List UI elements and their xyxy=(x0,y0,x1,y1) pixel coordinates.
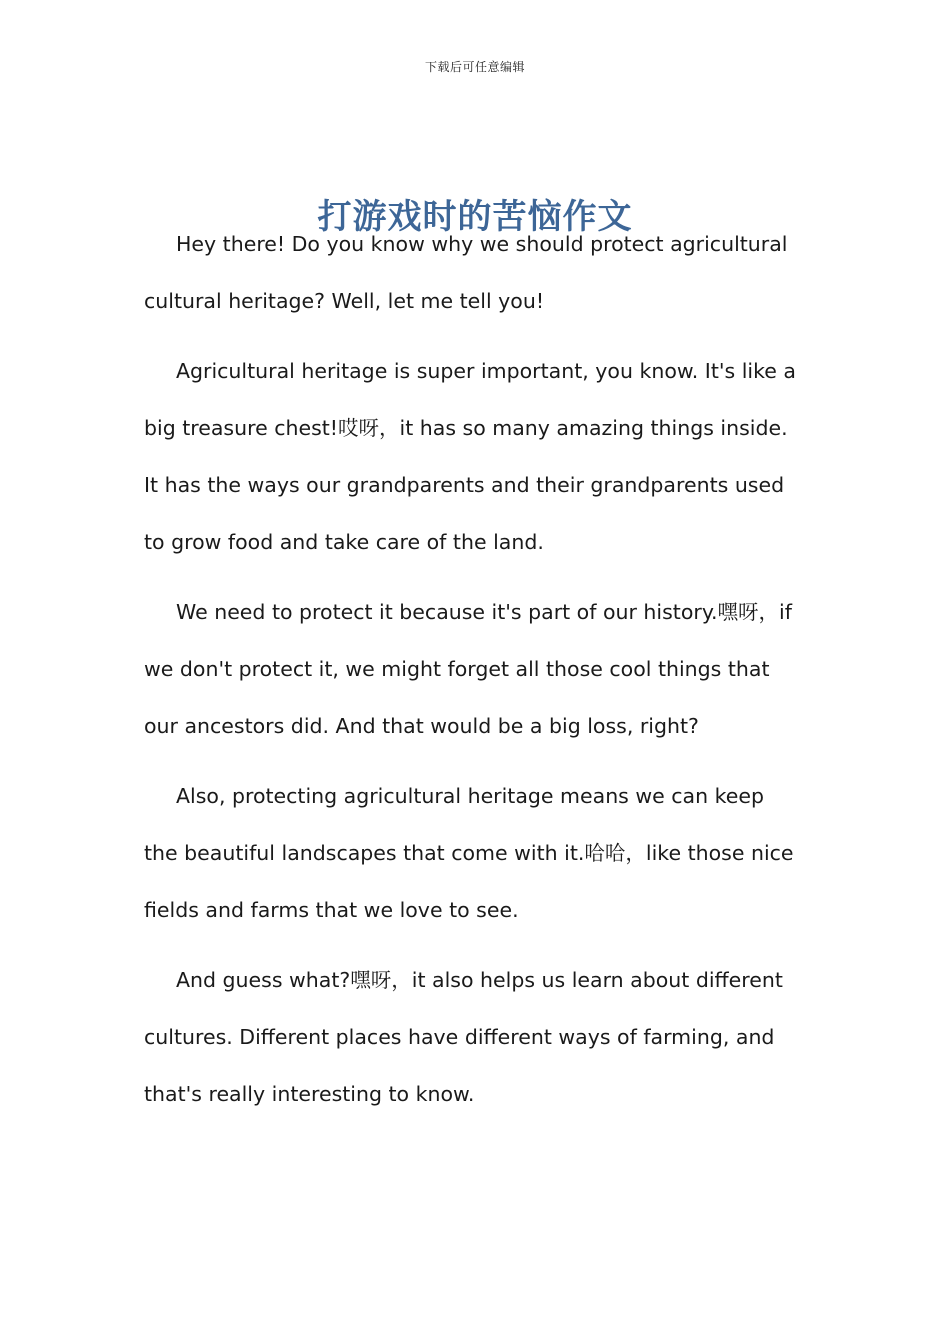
paragraph-5: And guess what?嘿呀，it also helps us learn about different cultures. Different places have different ways of farming, and that's really interesting to know. xyxy=(144,968,783,1106)
paragraph-3: We need to protect it because it's part of our history.嘿呀，if we don't protect it, we might forget all those cool things that our ancestors did. And that would be a big loss, right? xyxy=(144,600,792,738)
paragraph-1: Hey there! Do you know why we should protect agricultural cultural heritage? Well, let me tell you! xyxy=(144,232,788,313)
document-body xyxy=(144,216,804,1136)
paragraph-2: Agricultural heritage is super important, you know. It's like a big treasure chest!哎呀，it has so many amazing things inside. It has the ways our grandparents and their grandparents used to grow food and take care of the land. xyxy=(144,359,796,554)
document-title: 打游戏时的苦恼作文 xyxy=(317,196,633,237)
header-note: 下载后可任意编辑 xyxy=(424,60,525,74)
paragraph-4: Also, protecting agricultural heritage means we can keep the beautiful landscapes that come with it.哈哈，like those nice fields and farms that we love to see. xyxy=(144,784,794,922)
